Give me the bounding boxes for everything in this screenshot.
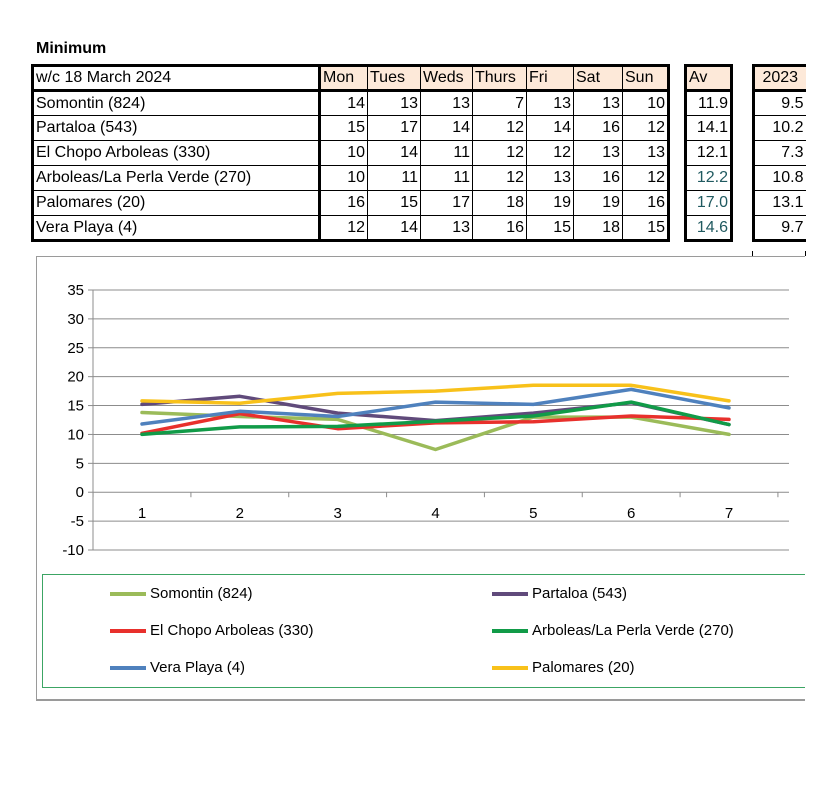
series-line: [142, 414, 729, 434]
average-row: [686, 166, 732, 191]
temperature-cell: 19: [574, 191, 623, 216]
average-row: [686, 216, 732, 241]
average-table: [684, 64, 733, 242]
year-row: [754, 166, 806, 191]
station-name: Vera Playa (4): [33, 216, 320, 241]
station-name: Arboleas/La Perla Verde (270): [33, 166, 320, 191]
average-row: [686, 91, 732, 116]
legend-swatch: [492, 666, 528, 670]
y-tick-label: 0: [75, 484, 84, 502]
legend-swatch: [492, 629, 528, 633]
temperature-cell: 13: [421, 216, 473, 241]
y-tick-label: 25: [67, 339, 84, 357]
temperature-cell: 13: [574, 91, 623, 116]
day-header: Sat: [574, 66, 623, 91]
year-2023-table: [752, 64, 806, 242]
legend-swatch: [110, 666, 146, 670]
legend-label: Arboleas/La Perla Verde (270): [532, 622, 734, 639]
temperature-cell: 16: [574, 166, 623, 191]
minimum-temperature-table: [31, 64, 670, 242]
year-row: [754, 116, 806, 141]
average-row: [686, 141, 732, 166]
station-name: Partaloa (543): [33, 116, 320, 141]
legend-label: Vera Playa (4): [150, 659, 246, 676]
average-header: Av: [686, 66, 732, 91]
average-cell: 12.2: [686, 166, 732, 191]
station-name: El Chopo Arboleas (330): [33, 141, 320, 166]
temperature-cell: 14: [527, 116, 574, 141]
temperature-cell: 13: [368, 91, 421, 116]
x-tick-label: 6: [626, 505, 636, 523]
x-tick-label: 2: [235, 505, 245, 523]
temperature-cell: 16: [623, 191, 669, 216]
temperature-cell: 14: [368, 141, 421, 166]
temperature-cell: 13: [527, 166, 574, 191]
average-row: [686, 191, 732, 216]
temperature-cell: 12: [473, 141, 527, 166]
legend-label: Palomares (20): [532, 659, 635, 676]
week-label: w/c 18 March 2024: [33, 66, 320, 91]
station-name: Palomares (20): [33, 191, 320, 216]
chart-legend: [42, 574, 805, 688]
y-tick-label: -5: [70, 513, 84, 531]
temperature-cell: 14: [421, 116, 473, 141]
temperature-cell: 14: [320, 91, 368, 116]
legend-item: [110, 585, 253, 602]
temperature-cell: 10: [320, 141, 368, 166]
temperature-cell: 15: [368, 191, 421, 216]
y-tick-label: 10: [67, 426, 84, 444]
temperature-cell: 12: [623, 166, 669, 191]
table-row: [33, 141, 669, 166]
average-cell: 14.6: [686, 216, 732, 241]
day-header: Mon: [320, 66, 368, 91]
y-tick-label: 20: [67, 368, 84, 386]
table-row: [33, 216, 669, 241]
temperature-cell: 12: [473, 166, 527, 191]
x-tick-label: 7: [724, 505, 734, 523]
temperature-cell: 12: [473, 116, 527, 141]
year-2023-cell: 7.3: [754, 141, 806, 166]
average-cell: 14.1: [686, 116, 732, 141]
average-cell: 12.1: [686, 141, 732, 166]
legend-item: [110, 622, 313, 639]
temperature-cell: 12: [527, 141, 574, 166]
year-2023-cell: 9.7: [754, 216, 806, 241]
legend-label: Partaloa (543): [532, 585, 628, 602]
year-2023-cell: 10.2: [754, 116, 806, 141]
temperature-cell: 11: [421, 166, 473, 191]
temperature-cell: 13: [421, 91, 473, 116]
year-row: [754, 216, 806, 241]
year-header: 2023: [754, 66, 806, 91]
temperature-cell: 10: [623, 91, 669, 116]
legend-item: [492, 622, 734, 639]
x-tick-label: 1: [137, 505, 147, 523]
temperature-cell: 15: [623, 216, 669, 241]
table-row: [33, 166, 669, 191]
y-tick-label: -10: [62, 542, 84, 559]
temperature-cell: 15: [527, 216, 574, 241]
table-header-row: [33, 66, 669, 91]
temperature-cell: 17: [421, 191, 473, 216]
average-cell: 11.9: [686, 91, 732, 116]
legend-swatch: [110, 592, 146, 596]
average-header-row: [686, 66, 732, 91]
x-tick-label: 4: [431, 505, 440, 523]
year-row: [754, 141, 806, 166]
day-header: Weds: [421, 66, 473, 91]
temperature-cell: 11: [421, 141, 473, 166]
station-name: Somontin (824): [33, 91, 320, 116]
temperature-cell: 18: [473, 191, 527, 216]
y-tick-label: 5: [75, 455, 84, 473]
temperature-cell: 13: [574, 141, 623, 166]
legend-item: [492, 659, 635, 676]
day-header: Fri: [527, 66, 574, 91]
year-row: [754, 91, 806, 116]
temperature-cell: 16: [320, 191, 368, 216]
y-tick-label: 15: [67, 397, 84, 415]
chart-title: Minimum: [36, 40, 107, 57]
day-header: Thurs: [473, 66, 527, 91]
temperature-cell: 11: [368, 166, 421, 191]
year-2023-cell: 9.5: [754, 91, 806, 116]
legend-swatch: [492, 592, 528, 596]
temperature-cell: 17: [368, 116, 421, 141]
x-tick-label: 3: [333, 505, 342, 523]
year-2023-cell: 10.8: [754, 166, 806, 191]
table-row: [33, 116, 669, 141]
temperature-cell: 7: [473, 91, 527, 116]
temperature-cell: 18: [574, 216, 623, 241]
year-2023-cell: 13.1: [754, 191, 806, 216]
year-header-row: [754, 66, 806, 91]
legend-item: [492, 585, 627, 602]
day-header: Tues: [368, 66, 421, 91]
temperature-cell: 14: [368, 216, 421, 241]
temperature-cell: 16: [574, 116, 623, 141]
x-tick-label: 5: [529, 505, 538, 523]
temperature-cell: 19: [527, 191, 574, 216]
y-tick-label: 30: [67, 310, 84, 328]
legend-label: El Chopo Arboleas (330): [150, 622, 314, 639]
temperature-cell: 12: [320, 216, 368, 241]
temperature-cell: 16: [473, 216, 527, 241]
temperature-cell: 13: [527, 91, 574, 116]
legend-item: [110, 659, 245, 676]
average-row: [686, 116, 732, 141]
table-row: [33, 91, 669, 116]
year-row: [754, 191, 806, 216]
temperature-cell: 12: [623, 116, 669, 141]
temperature-cell: 10: [320, 166, 368, 191]
temperature-cell: 15: [320, 116, 368, 141]
day-header: Sun: [623, 66, 669, 91]
legend-swatch: [110, 629, 146, 633]
legend-label: Somontin (824): [150, 585, 253, 602]
average-cell: 17.0: [686, 191, 732, 216]
table-row: [33, 191, 669, 216]
temperature-cell: 13: [623, 141, 669, 166]
y-tick-label: 35: [67, 282, 84, 299]
